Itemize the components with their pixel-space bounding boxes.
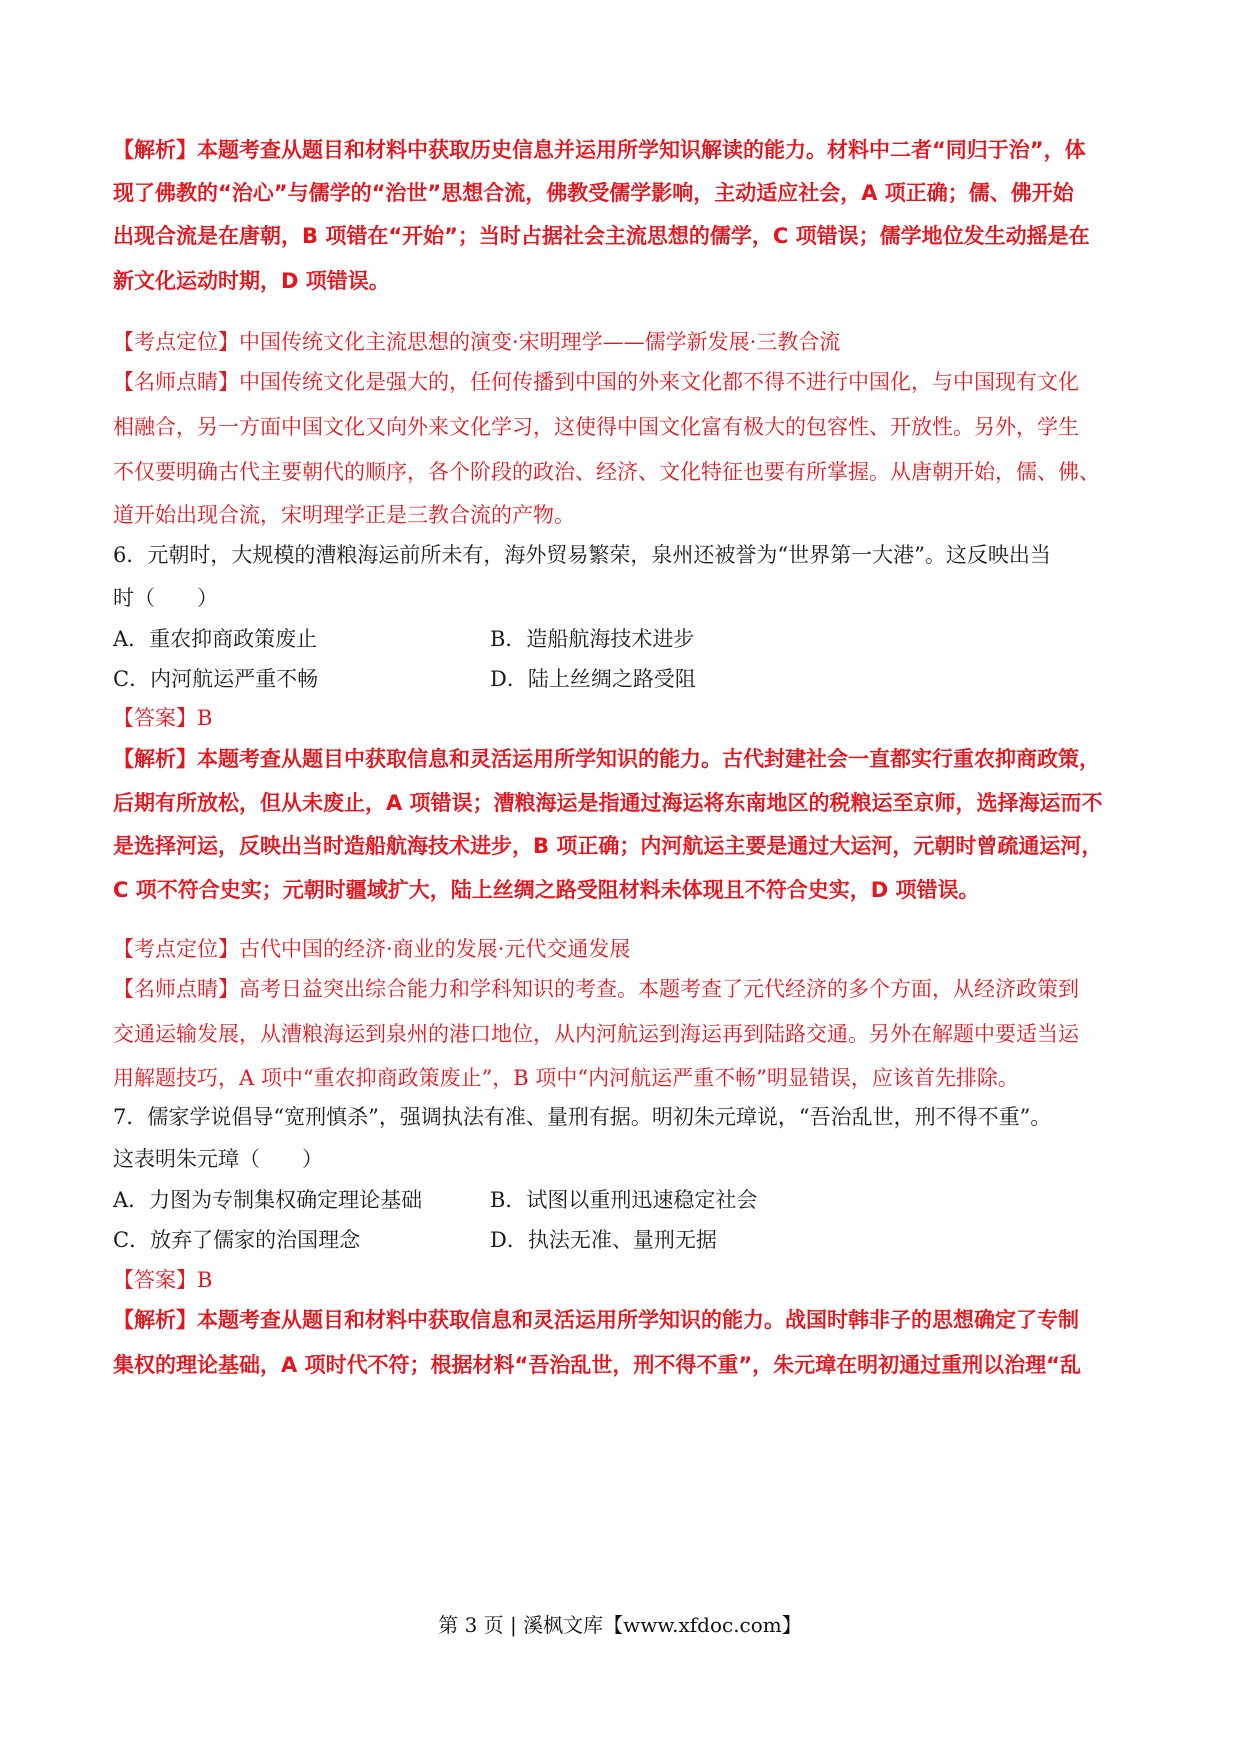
q5-tips-line-1: 【名师点睛】中国传统文化是强大的，任何传播到中国的外来文化都不得不进行中国化，与中国现有文化 xyxy=(113,370,1079,394)
q5-tips-line-4: 道开始出现合流，宋明理学正是三教合流的产物。 xyxy=(113,503,575,527)
q5-tips-line-2: 相融合，另一方面中国文化又向外来文化学习，这使得中国文化富有极大的包容性、开放性。另外，学生 xyxy=(113,415,1079,439)
q6-tips-line-1: 【名师点睛】高考日益突出综合能力和学科知识的考查。本题考查了元代经济的多个方面，从经济政策到 xyxy=(113,977,1079,1001)
q7-options-row-2 xyxy=(113,1225,717,1255)
page-footer: 第 3 页 | 溪枫文库【www.xfdoc.com】 xyxy=(438,1613,802,1637)
q6-analysis-line-1: 【解析】本题考查从题目中获取信息和灵活运用所学知识的能力。古代封建社会一直都实行重农抑商政策， xyxy=(113,747,1100,771)
q7-option-d: D．执法无准、量刑无据 xyxy=(490,1228,717,1252)
q6-option-b: B．造船航海技术进步 xyxy=(490,627,695,651)
q6-analysis-line-3: 是选择河运，反映出当时造船航海技术进步，B 项正确；内河航运主要是通过大运河，元朝时曾疏通运河， xyxy=(113,834,1103,858)
q6-options-row-1 xyxy=(113,624,695,654)
q7-stem-line-1: 7．儒家学说倡导“宽刑慎杀”，强调执法有准、量刑有据。明初朱元璋说，“吾治乱世，刑不得不重”。 xyxy=(113,1105,1052,1129)
q7-answer: 【答案】B xyxy=(113,1268,213,1292)
q6-options-row-2 xyxy=(113,664,696,694)
q5-exam-point: 【考点定位】中国传统文化主流思想的演变·宋明理学——儒学新发展·三教合流 xyxy=(113,330,841,354)
q6-answer: 【答案】B xyxy=(113,706,213,730)
q7-options-row-1 xyxy=(113,1185,758,1215)
q6-tips-line-3: 用解题技巧，A 项中“重农抑商政策废止”，B 项中“内河航运严重不畅”明显错误，应该首先排除。 xyxy=(113,1066,1019,1090)
q6-option-c: C．内河航运严重不畅 xyxy=(113,667,319,691)
q7-option-c: C．放弃了儒家的治国理念 xyxy=(113,1228,361,1252)
q6-analysis-line-4: C 项不符合史实；元朝时疆域扩大，陆上丝绸之路受阻材料未体现且不符合史实，D 项错误。 xyxy=(113,878,980,902)
q5-analysis-line-4: 新文化运动时期，D 项错误。 xyxy=(113,269,390,293)
q5-analysis-line-3: 出现合流是在唐朝，B 项错在“开始”；当时占据社会主流思想的儒学，C 项错误；儒学地位发生动摇是在 xyxy=(113,224,1090,248)
q7-option-b: B．试图以重刑迅速稳定社会 xyxy=(490,1188,758,1212)
q6-tips-line-2: 交通运输发展，从漕粮海运到泉州的港口地位，从内河航运到海运再到陆路交通。另外在解题中要适当运 xyxy=(113,1022,1079,1046)
q7-analysis-line-2: 集权的理论基础，A 项时代不符；根据材料“吾治乱世，刑不得不重”，朱元璋在明初通过重刑以治理“乱 xyxy=(113,1353,1081,1377)
q5-analysis-line-2: 现了佛教的“治心”与儒学的“治世”思想合流，佛教受儒学影响，主动适应社会，A 项正确；儒、佛开始 xyxy=(113,181,1074,205)
q7-option-a: A．力图为专制集权确定理论基础 xyxy=(113,1188,423,1212)
q7-stem-line-2: 这表明朱元璋（ ） xyxy=(113,1147,323,1171)
q6-option-a: A．重农抑商政策废止 xyxy=(113,627,318,651)
q6-option-d: D．陆上丝绸之路受阻 xyxy=(490,667,696,691)
q6-analysis-line-2: 后期有所放松，但从未废止，A 项错误；漕粮海运是指通过海运将东南地区的税粮运至京师，选择海运而不 xyxy=(113,791,1103,815)
q5-analysis-line-1: 【解析】本题考查从题目和材料中获取历史信息并运用所学知识解读的能力。材料中二者“同归于治”，体 xyxy=(113,138,1086,162)
q6-exam-point: 【考点定位】古代中国的经济·商业的发展·元代交通发展 xyxy=(113,937,631,961)
q6-stem-line-1: 6．元朝时，大规模的漕粮海运前所未有，海外贸易繁荣，泉州还被誉为“世界第一大港”。这反映出当 xyxy=(113,543,1051,567)
q5-tips-line-3: 不仅要明确古代主要朝代的顺序，各个阶段的政治、经济、文化特征也要有所掌握。从唐朝开始，儒、佛、 xyxy=(113,460,1100,484)
q7-analysis-line-1: 【解析】本题考查从题目和材料中获取信息和灵活运用所学知识的能力。战国时韩非子的思想确定了专制 xyxy=(113,1308,1079,1332)
q6-stem-line-2: 时（ ） xyxy=(113,586,218,610)
